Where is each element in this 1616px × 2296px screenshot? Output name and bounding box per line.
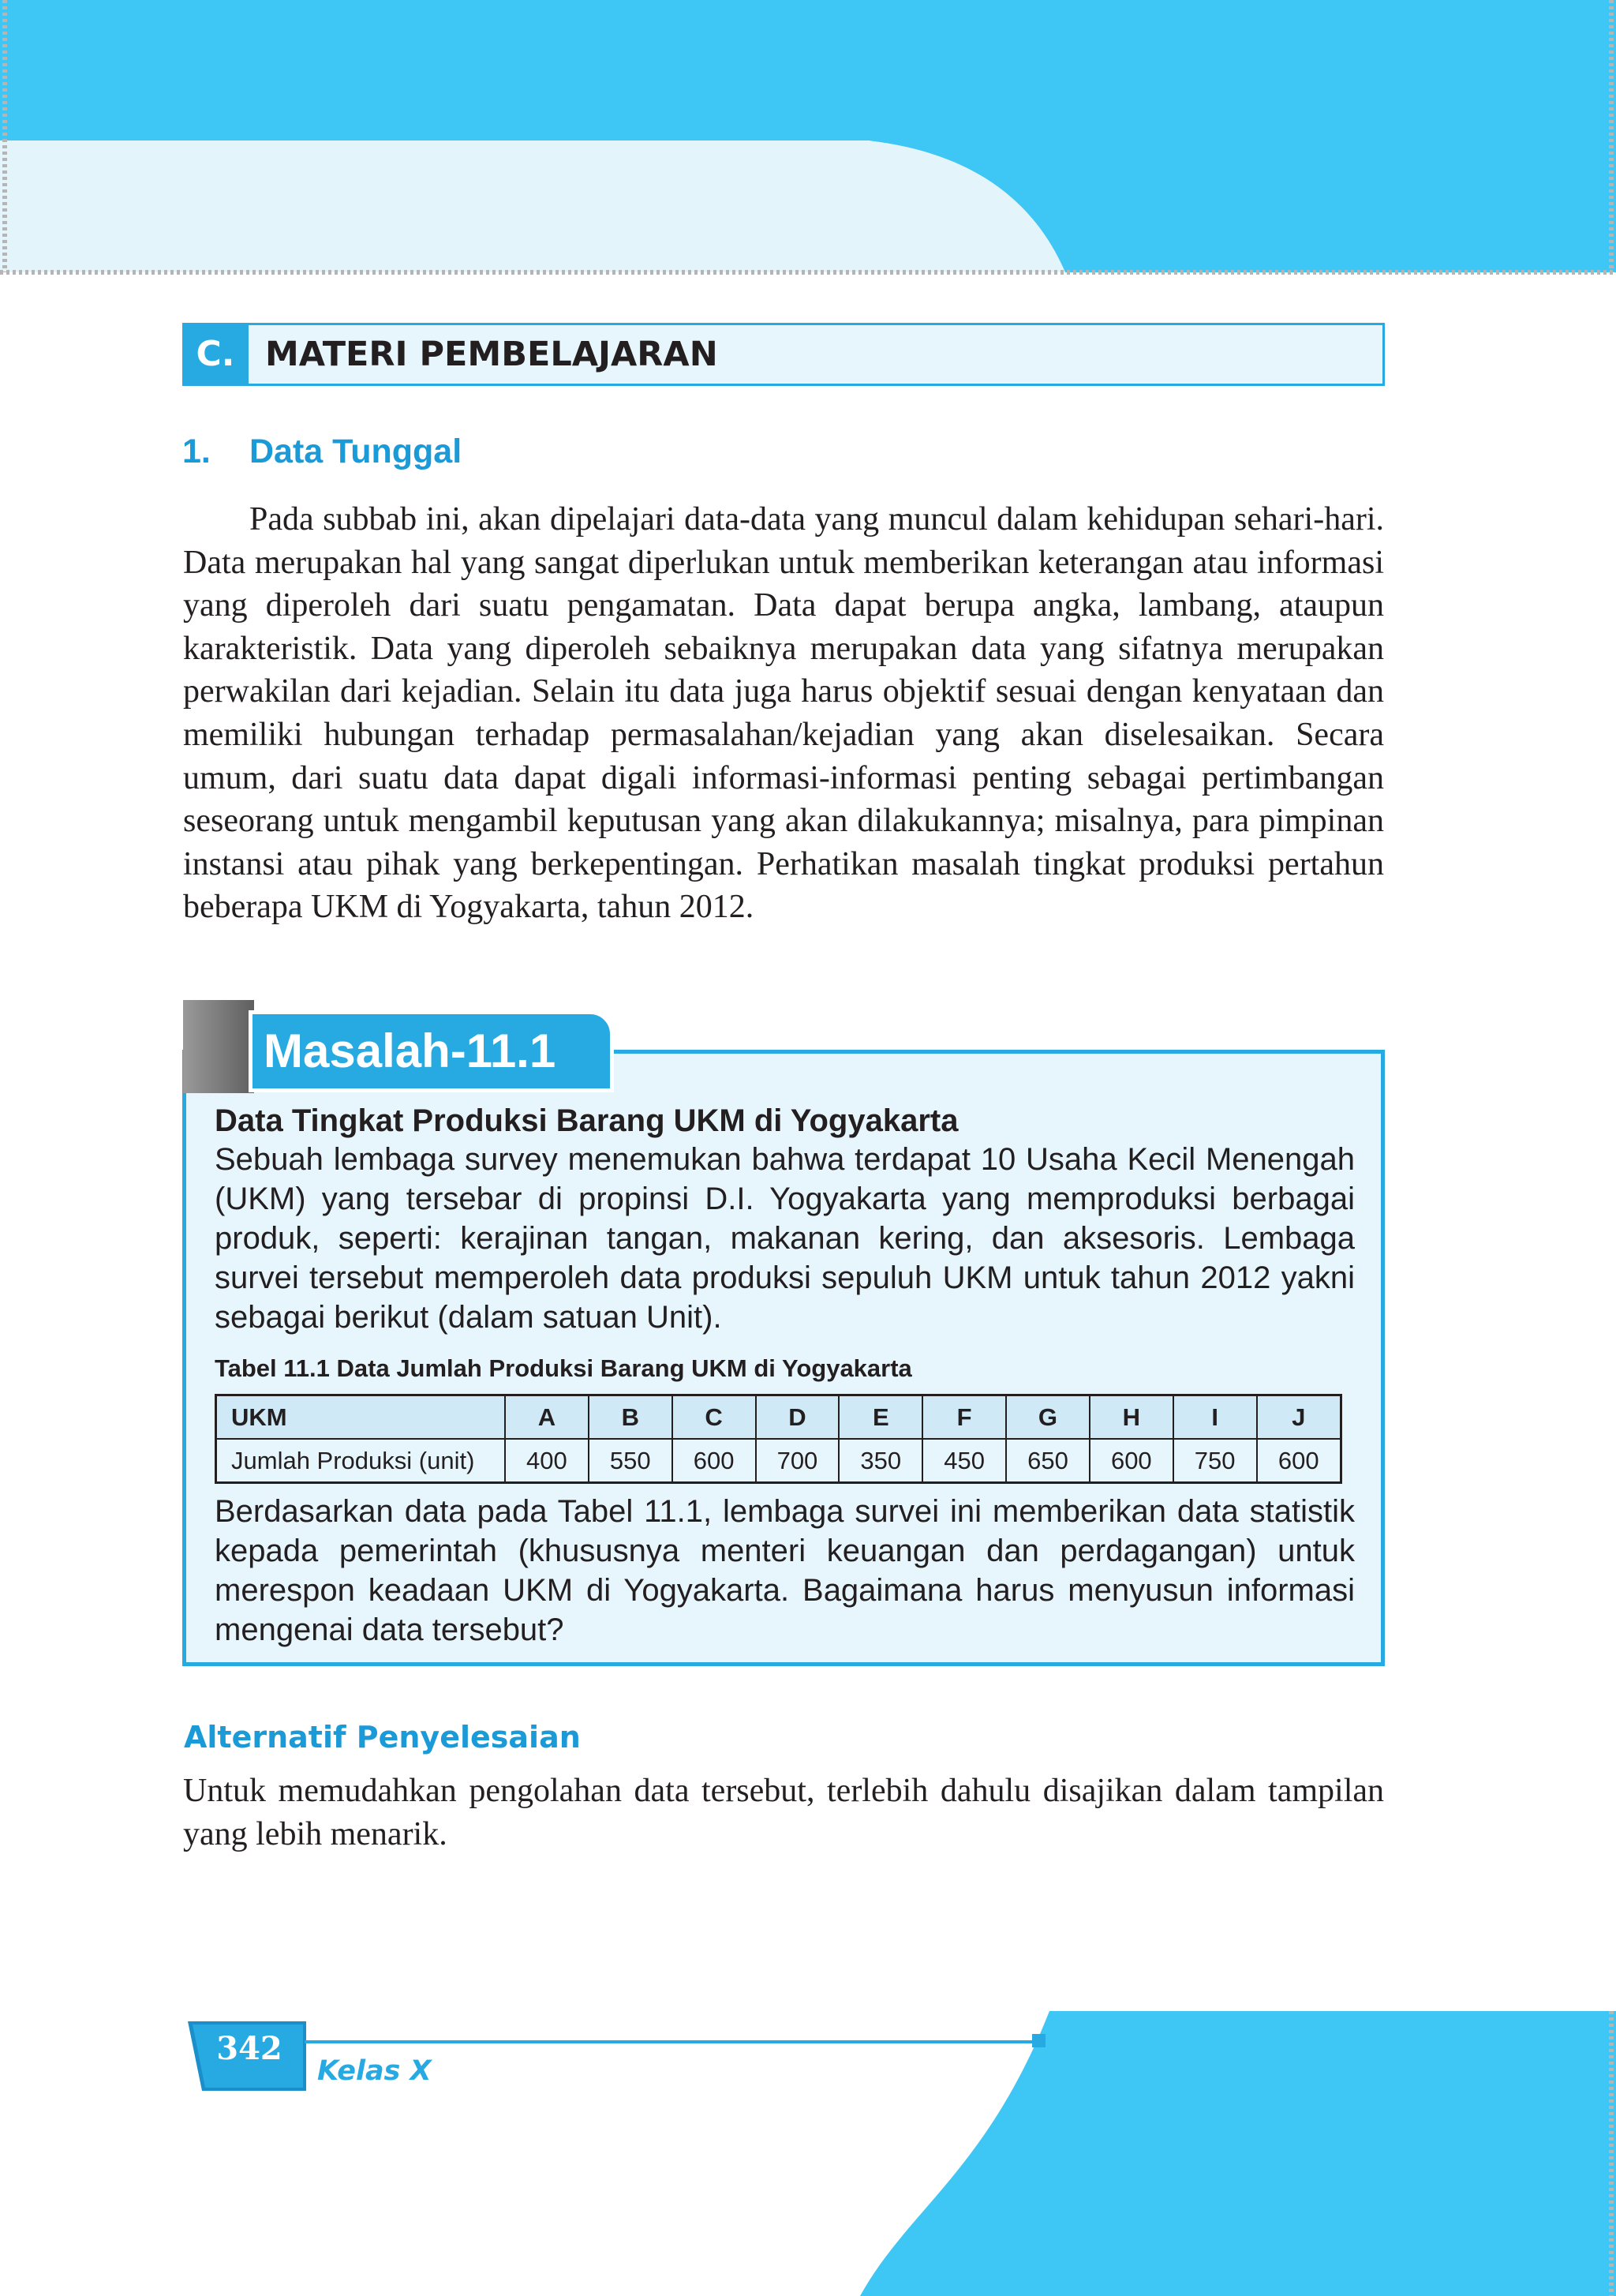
table-header-label: UKM xyxy=(216,1395,506,1440)
footer-rule xyxy=(305,2040,1038,2043)
subsection-title: Data Tunggal xyxy=(249,433,462,470)
table-cell: 400 xyxy=(505,1439,589,1483)
solution-paragraph: Untuk memudahkan pengolahan data tersebut, terlebih dahulu disajikan dalam tampilan yang lebih menarik. xyxy=(183,1773,1384,1852)
table-column-header: I xyxy=(1173,1395,1257,1440)
problem-paragraph-2: Berdasarkan data pada Tabel 11.1, lembaga survei ini memberikan data statistik kepada pemerintah (khususnya menteri keuangan dan perdagangan) untuk merespon keadaan UKM di Yogyakarta. Bagaimana harus menyusun informasi mengenai data tersebut? xyxy=(215,1494,1355,1647)
table-column-header: H xyxy=(1090,1395,1173,1440)
table-cell: 350 xyxy=(839,1439,922,1483)
table-cell: 750 xyxy=(1173,1439,1257,1483)
section-header xyxy=(182,323,1385,386)
problem-label: Masalah-11.1 xyxy=(264,1024,556,1077)
problem-heading: Data Tingkat Produksi Barang UKM di Yogyakarta xyxy=(215,1103,959,1138)
table-column-header: E xyxy=(839,1395,922,1440)
table-cell: 600 xyxy=(1257,1439,1341,1483)
problem-paragraph-1: Sebuah lembaga survey menemukan bahwa terdapat 10 Usaha Kecil Menengah (UKM) yang tersebar di propinsi D.I. Yogyakarta yang memproduksi berbagai produk, seperti: kerajinan tangan, makanan kering, dan aksesoris. Lembaga survei tersebut memperoleh data produksi sepuluh UKM untuk tahun 2012 yakni sebagai berikut (dalam satuan Unit). xyxy=(215,1142,1355,1335)
table-cell: 600 xyxy=(672,1439,756,1483)
table-caption: Tabel 11.1 Data Jumlah Produksi Barang UKM di Yogyakarta xyxy=(215,1354,912,1382)
table-column-header: B xyxy=(589,1395,672,1440)
table-column-header: D xyxy=(756,1395,840,1440)
table-column-header: G xyxy=(1006,1395,1090,1440)
table-row-label: Jumlah Produksi (unit) xyxy=(216,1439,506,1483)
solution-title: Alternatif Penyelesaian xyxy=(184,1720,581,1755)
table-row xyxy=(216,1439,1341,1483)
table-column-header: C xyxy=(672,1395,756,1440)
table-column-header: J xyxy=(1257,1395,1341,1440)
table-cell: 600 xyxy=(1090,1439,1173,1483)
subsection-number: 1. xyxy=(182,433,211,470)
section-letter: C. xyxy=(182,323,249,386)
table-column-header: A xyxy=(505,1395,589,1440)
table-cell: 450 xyxy=(922,1439,1006,1483)
top-banner-decoration xyxy=(0,0,1616,284)
table-cell: 700 xyxy=(756,1439,840,1483)
table-cell: 550 xyxy=(589,1439,672,1483)
page-number: 342 xyxy=(216,2030,282,2067)
table-column-header: F xyxy=(922,1395,1006,1440)
production-table xyxy=(215,1394,1342,1484)
problem-tab-decoration xyxy=(183,1000,254,1093)
table-header-row xyxy=(216,1395,1341,1440)
footer-rule-end-marker xyxy=(1032,2034,1046,2047)
class-label: Kelas X xyxy=(317,2055,432,2087)
intro-paragraph: Pada subbab ini, akan dipelajari data-data yang muncul dalam kehidupan sehari-hari. Data merupakan hal yang sangat diperlukan untuk memberikan keterangan atau informasi yang diperoleh dari suatu pengamatan. Data dapat berupa angka, lambang, ataupun karakteristik. Data yang diperoleh sebaiknya merupakan data yang sifatnya merupakan perwakilan dari kejadian. Selain itu data juga harus objektif sesuai dengan kenyataan dan memiliki hubungan terhadap permasalahan/kejadian yang akan diselesaikan. Secara umum, dari suatu data dapat digali informasi-informasi penting sebagai pertimbangan seseorang untuk mengambil keputusan yang akan dilakukannya; misalnya, para pimpinan instansi atau pihak yang berkepentingan. Perhatikan masalah tingkat produksi pertahun beberapa UKM di Yogyakarta, tahun 2012. xyxy=(183,501,1384,926)
table-cell: 650 xyxy=(1006,1439,1090,1483)
section-title: MATERI PEMBELAJARAN xyxy=(265,335,718,374)
